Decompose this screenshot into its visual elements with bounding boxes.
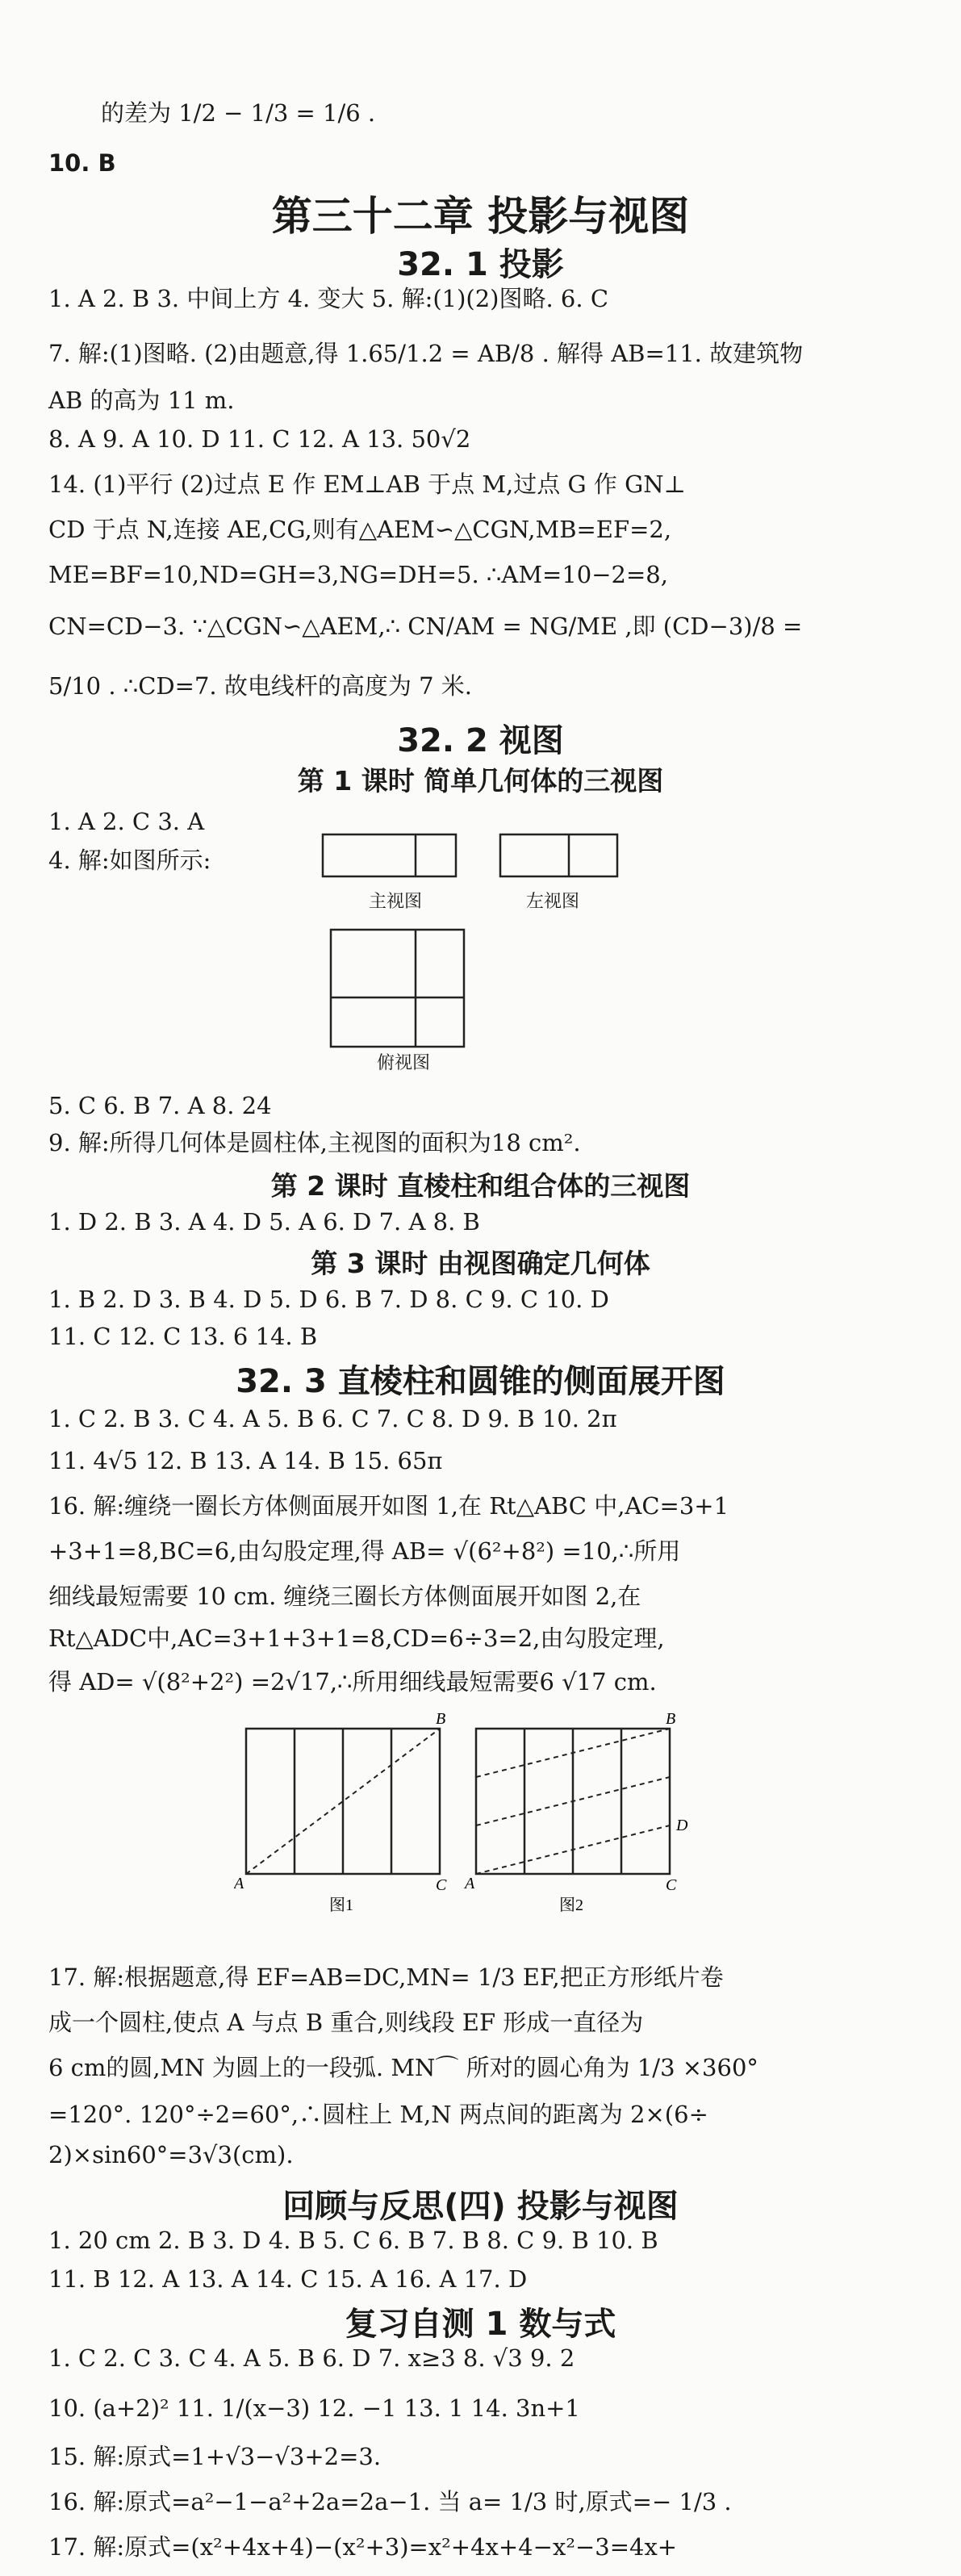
text-line: AB 的高为 11 m. bbox=[48, 387, 235, 414]
text-line: 细线最短需要 10 cm. 缠绕三圈长方体侧面展开如图 2,在 bbox=[48, 1583, 641, 1610]
text-line: 9. 解:所得几何体是圆柱体,主视图的面积为18 cm². bbox=[48, 1129, 581, 1156]
section-title: 32. 1 投影 bbox=[397, 246, 564, 283]
point-B-label: B bbox=[666, 1712, 676, 1728]
front-view-caption: 主视图 bbox=[368, 892, 422, 912]
text-line: 10. (a+2)² 11. 1/(x−3) 12. −1 13. 1 14. 3n+1 bbox=[48, 2394, 580, 2422]
point-D-label: D bbox=[676, 1817, 688, 1834]
net-figures bbox=[234, 1712, 718, 1914]
point-A-label: A bbox=[234, 1875, 244, 1892]
text-line: 1. C 2. C 3. C 4. A 5. B 6. D 7. x≥3 8. √3 9. 2 bbox=[48, 2344, 575, 2372]
text-line: 17. 解:根据题意,得 EF=AB=DC,MN= 1/3 EF,把正方形纸片卷 bbox=[48, 1963, 724, 1991]
text-line: 11. C 12. C 13. 6 14. B bbox=[48, 1323, 318, 1350]
lesson-title: 第 2 课时 直棱柱和组合体的三视图 bbox=[270, 1170, 691, 1202]
figure-1-diagram bbox=[246, 1729, 440, 1874]
text-line: 5/10 . ∴CD=7. 故电线杆的高度为 7 米. bbox=[48, 672, 472, 700]
text-line: Rt△ADC中,AC=3+1+3+1=8,CD=6÷3=2,由勾股定理, bbox=[48, 1625, 665, 1652]
text-line: 8. A 9. A 10. D 11. C 12. A 13. 50√2 bbox=[48, 425, 471, 453]
point-C-label: C bbox=[666, 1876, 677, 1894]
text-line: 11. B 12. A 13. A 14. C 15. A 16. A 17. D bbox=[48, 2265, 528, 2293]
left-view-diagram bbox=[500, 834, 617, 876]
text-line: 1. A 2. B 3. 中间上方 4. 变大 5. 解:(1)(2)图略. 6. C bbox=[48, 285, 609, 312]
top-view-diagram bbox=[331, 930, 464, 1047]
text-line: 1. B 2. D 3. B 4. D 5. D 6. B 7. D 8. C 9. C 10. D bbox=[48, 1286, 609, 1313]
text-line: 得 AD= √(8²+2²) =2√17,∴所用细线最短需要6 √17 cm. bbox=[48, 1668, 657, 1696]
section-title: 复习自测 1 数与式 bbox=[345, 2306, 616, 2343]
figure-2-caption: 图2 bbox=[559, 1896, 583, 1914]
text-line: 的差为 1/2 − 1/3 = 1/6 . bbox=[101, 99, 376, 127]
point-A-label: A bbox=[465, 1875, 475, 1892]
text-line: 1. C 2. B 3. C 4. A 5. B 6. C 7. C 8. D 9. B 10. 2π bbox=[48, 1405, 617, 1432]
text-line: 成一个圆柱,使点 A 与点 B 重合,则线段 EF 形成一直径为 bbox=[48, 2009, 644, 2036]
text-line: CD 于点 N,连接 AE,CG,则有△AEM∽△CGN,MB=EF=2, bbox=[48, 516, 672, 543]
text-line: 16. 解:缠绕一圈长方体侧面展开如图 1,在 Rt△ABC 中,AC=3+1 bbox=[48, 1492, 729, 1520]
text-line: 2)×sin60°=3√3(cm). bbox=[48, 2141, 294, 2168]
chapter-title: 第三十二章 投影与视图 bbox=[271, 193, 690, 240]
lesson-title: 第 3 课时 由视图确定几何体 bbox=[311, 1248, 650, 1279]
text-line: 1. D 2. B 3. A 4. D 5. A 6. D 7. A 8. B bbox=[48, 1208, 480, 1236]
point-C-label: C bbox=[436, 1876, 447, 1894]
section-title: 32. 2 视图 bbox=[397, 722, 564, 759]
text-line: 5. C 6. B 7. A 8. 24 bbox=[48, 1092, 272, 1119]
section-title: 32. 3 直棱柱和圆锥的侧面展开图 bbox=[236, 1363, 725, 1400]
text-line: 11. 4√5 12. B 13. A 14. B 15. 65π bbox=[48, 1447, 443, 1474]
text-line: 17. 解:原式=(x²+4x+4)−(x²+3)=x²+4x+4−x²−3=4x+ bbox=[48, 2533, 678, 2561]
top-view-caption: 俯视图 bbox=[376, 1053, 430, 1073]
figure-2-diagram bbox=[476, 1729, 670, 1874]
text-line: 1. 20 cm 2. B 3. D 4. B 5. C 6. B 7. B 8. C 9. B 10. B bbox=[48, 2227, 658, 2254]
text-line: 1. A 2. C 3. A bbox=[48, 808, 205, 835]
text-line: 4. 解:如图所示: bbox=[48, 847, 211, 874]
section-title: 回顾与反思(四) 投影与视图 bbox=[282, 2188, 679, 2225]
text-line: 10. B bbox=[48, 149, 116, 177]
three-views-figure bbox=[319, 825, 641, 1083]
text-line: =120°. 120°÷2=60°,∴圆柱上 M,N 两点间的距离为 2×(6÷ bbox=[48, 2101, 708, 2128]
text-line: 7. 解:(1)图略. (2)由题意,得 1.65/1.2 = AB/8 . 解得 AB=11. 故建筑物 bbox=[48, 340, 804, 367]
left-view-caption: 左视图 bbox=[525, 892, 579, 912]
figure-1-caption: 图1 bbox=[329, 1896, 353, 1914]
text-line: 15. 解:原式=1+√3−√3+2=3. bbox=[48, 2443, 382, 2470]
text-line: +3+1=8,BC=6,由勾股定理,得 AB= √(6²+8²) =10,∴所用 bbox=[48, 1537, 681, 1565]
lesson-title: 第 1 课时 简单几何体的三视图 bbox=[297, 765, 664, 797]
text-line: CN=CD−3. ∵△CGN∽△AEM,∴ CN/AM = NG/ME ,即 (CD−3)/8 = bbox=[48, 613, 803, 640]
text-line: 16. 解:原式=a²−1−a²+2a=2a−1. 当 a= 1/3 时,原式=− 1/3 . bbox=[48, 2488, 732, 2515]
text-line: ME=BF=10,ND=GH=3,NG=DH=5. ∴AM=10−2=8, bbox=[48, 561, 668, 588]
point-B-label: B bbox=[436, 1712, 446, 1728]
front-view-diagram bbox=[323, 834, 456, 876]
text-line: 6 cm的圆,MN 为圆上的一段弧. MN⌒ 所对的圆心角为 1/3 ×360° bbox=[48, 2054, 758, 2081]
text-line: 14. (1)平行 (2)过点 E 作 EM⊥AB 于点 M,过点 G 作 GN⊥ bbox=[48, 470, 686, 498]
